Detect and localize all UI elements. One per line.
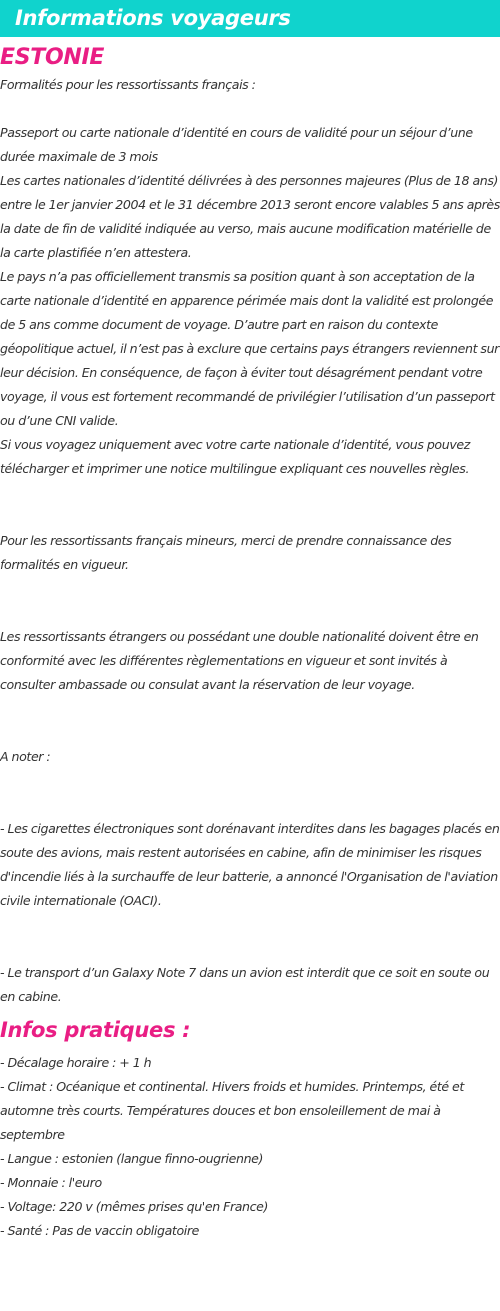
formalities-paragraph: Le pays n’a pas officiellement transmis sa position quant à son acceptation de la carte nationale d’identité en apparence périmée mais dont la validité est prolongée de 5 ans comme document de voyage. D’autre part en raison du contexte géopolitique actuel, il n’est pas à exclure que certains pays étrangers reviennent sur leur décision. En conséquence, de façon à éviter tout désagrément pendant votre voyage, il vous est fortement recommandé de privilégier l’utilisation d’un passeport ou d’une CNI valide.: [0, 269, 499, 428]
practical-info-item: - Décalage horaire : + 1 h: [0, 1055, 152, 1070]
formalities-paragraph: Passeport ou carte nationale d’identité en cours de validité pour un séjour d’une durée maximale de 3 mois: [0, 125, 473, 164]
practical-info-item: - Santé : Pas de vaccin obligatoire: [0, 1223, 199, 1238]
spacer: [0, 97, 500, 121]
spacer: [0, 769, 500, 817]
foreigners-paragraph: Les ressortissants étrangers ou possédant une double nationalité doivent être en conformité avec les différentes règlementations en vigueur et sont invités à consulter ambassade ou consulat avant la réservation de leur voyage.: [0, 629, 479, 692]
practical-info-item: - Climat : Océanique et continental. Hivers froids et humides. Printemps, été et automne très courts. Températures douces et bon ensoleillement de mai à septembre: [0, 1079, 464, 1142]
formalities-intro: Formalités pour les ressortissants français :: [0, 77, 256, 92]
note-item: - Le transport d’un Galaxy Note 7 dans un avion est interdit que ce soit en soute ou en cabine.: [0, 965, 490, 1004]
page-title: Informations voyageurs: [15, 6, 291, 30]
practical-info-item: - Monnaie : l'euro: [0, 1175, 102, 1190]
spacer: [0, 913, 500, 961]
formalities-section: [0, 73, 500, 1009]
practical-info-item: - Voltage: 220 v (mêmes prises qu'en France): [0, 1199, 269, 1214]
note-label: A noter :: [0, 749, 51, 764]
formalities-paragraph: Si vous voyagez uniquement avec votre carte nationale d’identité, vous pouvez télécharger et imprimer une notice multilingue expliquant ces nouvelles règles.: [0, 437, 470, 476]
note-item: - Les cigarettes électroniques sont dorénavant interdites dans les bagages placés en soute des avions, mais restent autorisées en cabine, afin de minimiser les risques d'incendie liés à la surchauffe de leur batterie, a annoncé l'Organisation de l'aviation civile internationale (OACI).: [0, 821, 500, 908]
header-banner: [0, 0, 500, 37]
spacer: [0, 481, 500, 529]
practical-info-item: - Langue : estonien (langue finno-ougrienne): [0, 1151, 264, 1166]
formalities-paragraph: Les cartes nationales d’identité délivrées à des personnes majeures (Plus de 18 ans) entre le 1er janvier 2004 et le 31 décembre 2013 seront encore valables 5 ans après la date de fin de validité indiquée au verso, mais aucune modification matérielle de la carte plastifiée n’en attestera.: [0, 173, 500, 260]
minors-paragraph: Pour les ressortissants français mineurs, merci de prendre connaissance des formalités en vigueur.: [0, 533, 452, 572]
practical-info-list: [0, 1051, 500, 1243]
country-heading: ESTONIE: [0, 45, 105, 70]
practical-info-heading: Infos pratiques :: [0, 1018, 191, 1042]
spacer: [0, 697, 500, 745]
spacer: [0, 577, 500, 625]
